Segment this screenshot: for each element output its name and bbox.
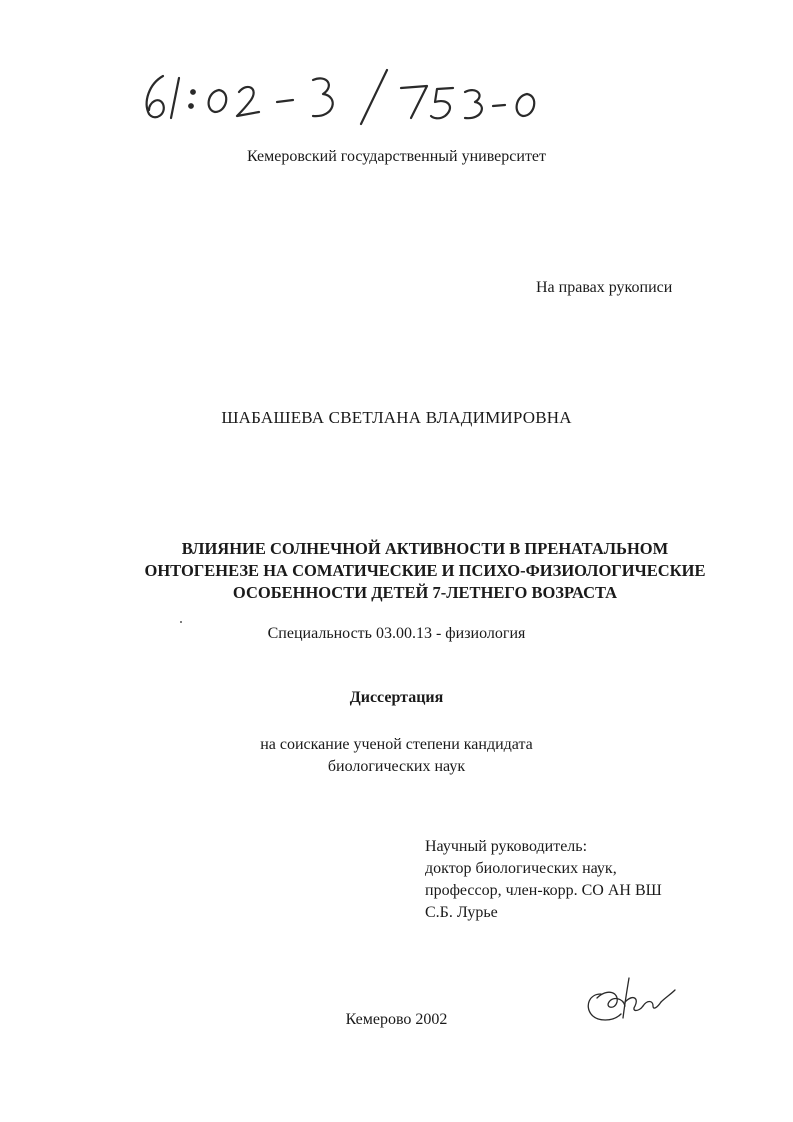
supervisor-degree: доктор биологических наук,	[425, 860, 617, 877]
city-year: Кемерово 2002	[345, 1011, 448, 1028]
specialty: Специальность 03.00.13 - физиология	[267, 625, 526, 642]
title-line: ОСОБЕННОСТИ ДЕТЕЙ 7-ЛЕТНЕГО ВОЗРАСТА	[232, 583, 618, 602]
supervisor-block	[425, 836, 662, 924]
author-name: ШАБАШЕВА СВЕТЛАНА ВЛАДИМИРОВНА	[221, 408, 572, 427]
work-type: Диссертация	[349, 689, 444, 706]
degree-statement	[0, 734, 793, 778]
title-line: ОНТОГЕНЕЗЕ НА СОМАТИЧЕСКИЕ И ПСИХО-ФИЗИОЛОГИЧЕСКИЕ	[144, 561, 706, 580]
degree-line: на соискание ученой степени кандидата	[260, 736, 533, 753]
scan-speck	[180, 621, 182, 623]
supervisor-title: профессор, член-корр. СО АН ВШ	[425, 882, 662, 899]
rights-note: На правах рукописи	[536, 279, 673, 296]
title-line: ВЛИЯНИЕ СОЛНЕЧНОЙ АКТИВНОСТИ В ПРЕНАТАЛЬНОМ	[181, 539, 669, 558]
handwritten-archive-code	[135, 62, 545, 132]
degree-line: биологических наук	[327, 758, 466, 775]
supervisor-heading: Научный руководитель:	[425, 838, 588, 855]
university-name: Кемеровский государственный университет	[246, 148, 547, 165]
dissertation-title	[60, 538, 790, 604]
supervisor-name: С.Б. Лурье	[425, 904, 498, 921]
